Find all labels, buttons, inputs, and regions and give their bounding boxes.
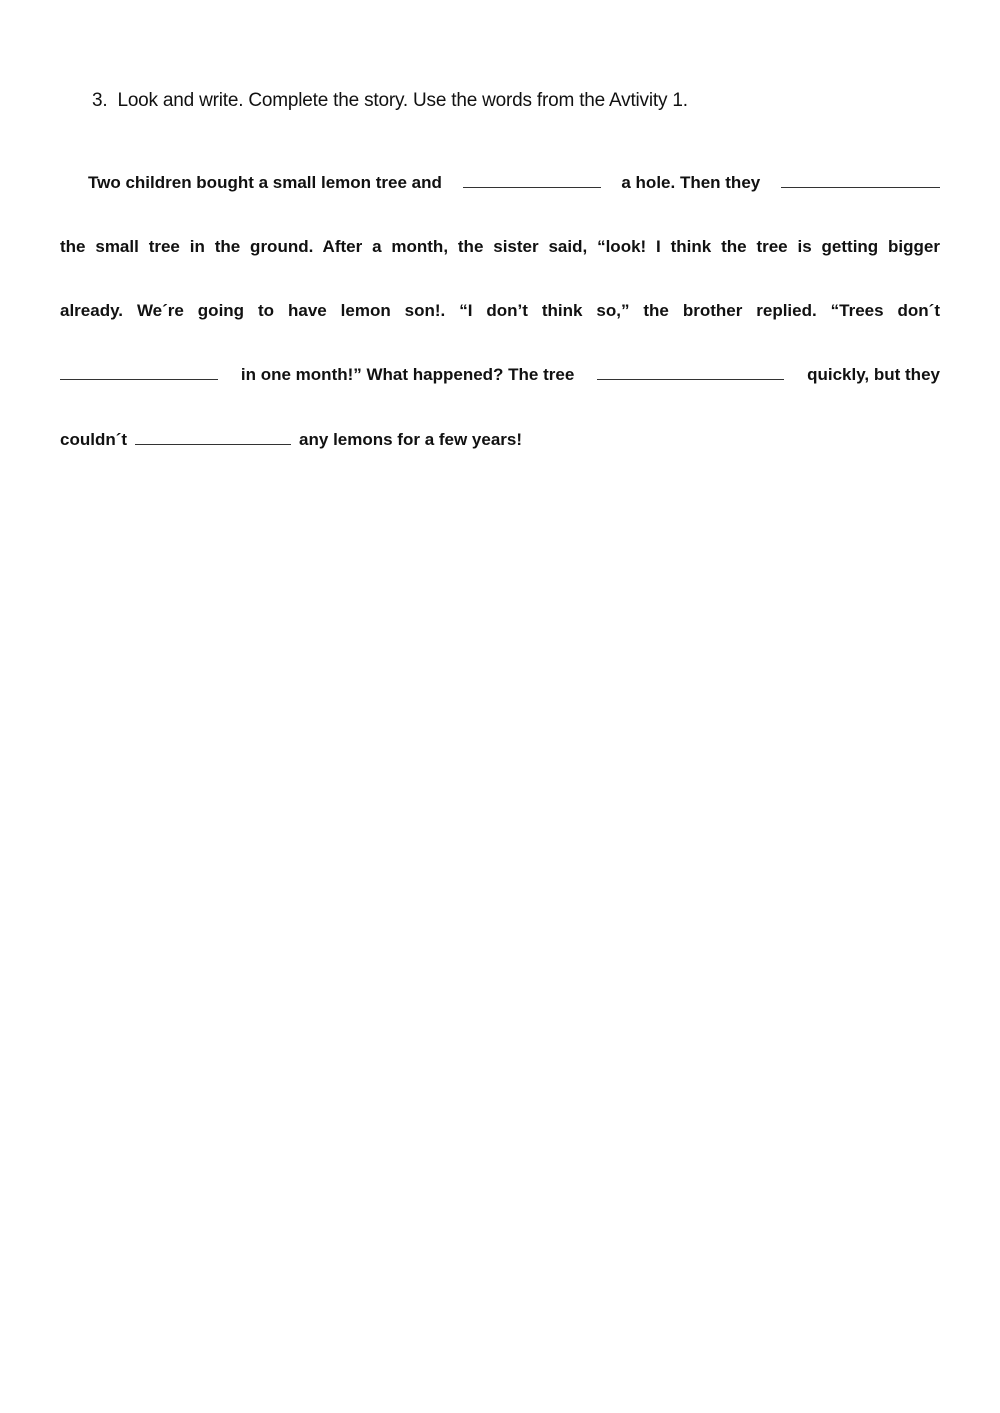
blank-3[interactable] <box>60 365 218 380</box>
exercise-instruction: Look and write. Complete the story. Use the words from the Avtivity 1. <box>117 90 688 111</box>
story-line-2: the small tree in the ground. After a month, the sister said, “look! I think the tree is getting bigger <box>60 237 940 256</box>
blank-5[interactable] <box>135 430 291 445</box>
story-line-3: already. We´re going to have lemon son!. “I don’t think so,” the brother replied. “Trees don´t <box>60 301 940 320</box>
story-text: quickly, but they <box>807 365 940 384</box>
story-text: couldn´t <box>60 430 128 449</box>
story-text: any lemons for a few years! <box>299 430 523 449</box>
story-line-4 <box>60 365 940 385</box>
blank-4[interactable] <box>597 365 784 380</box>
story-text: Two children bought a small lemon tree and <box>88 173 442 192</box>
blank-2[interactable] <box>781 173 940 188</box>
story-text: a hole. Then they <box>621 173 761 192</box>
exercise-number: 3. <box>92 90 108 111</box>
story-line-1 <box>88 173 940 193</box>
exercise-heading <box>92 90 688 112</box>
blank-1[interactable] <box>463 173 601 188</box>
story-text: in one month!” What happened? The tree <box>240 365 575 384</box>
story-line-5 <box>60 430 522 450</box>
